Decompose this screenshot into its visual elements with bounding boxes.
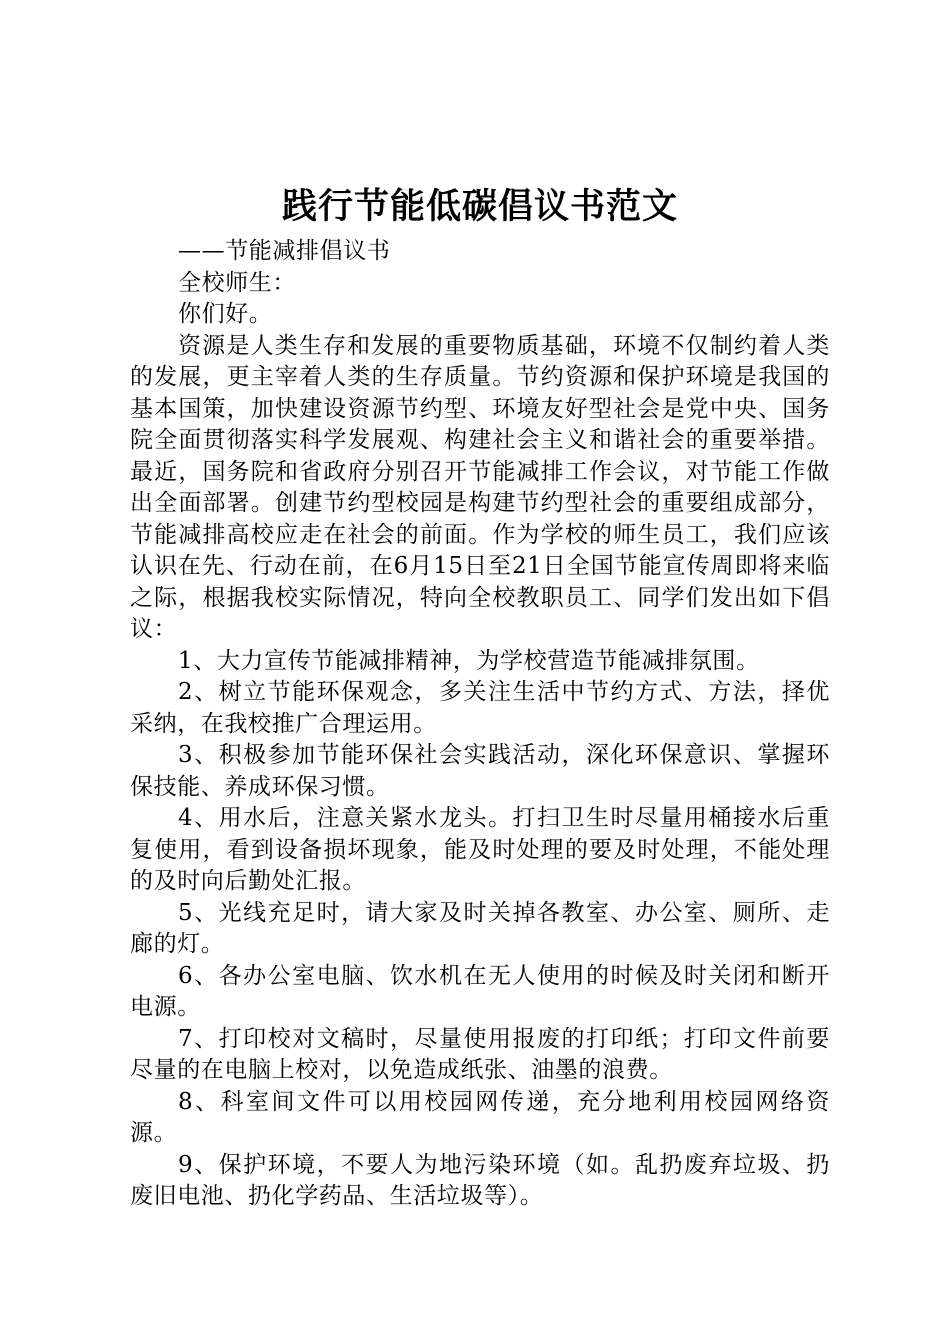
greeting: 你们好。	[178, 301, 273, 327]
intro-paragraph: 资源是人类生存和发展的重要物质基础，环境不仅制约着人类的发展，更主宰着人类的生存质量。节约资源和保护环境是我国的基本国策，加快建设资源节约型、环境友好型社会是党中央、国务院全面贯彻落实科学发展观、构建社会主义和谐社会的重要举措。最近，国务院和省政府分别召开节能减排工作会议，对节能工作做出全面部署。创建节约型校园是构建节约型社会的重要组成部分，节能减排高校应走在社会的前面。作为学校的师生员工，我们应该认识在先、行动在前，在6月15日至21日全国节能宣传周即将来临之际，根据我校实际情况，特向全校教职员工、同学们发出如下倡议：	[130, 332, 830, 642]
document-title: 践行节能低碳倡议书范文	[281, 187, 678, 227]
proposal-item-5: 5、光线充足时，请大家及时关掉各教室、办公室、厕所、走廊的灯。	[130, 899, 830, 957]
proposal-item-7: 7、打印校对文稿时，尽量使用报废的打印纸；打印文件前要尽量的在电脑上校对，以免造成纸张、油墨的浪费。	[130, 1025, 830, 1083]
proposal-item-9: 9、保护环境，不要人为地污染环境（如。乱扔废弃垃圾、扔废旧电池、扔化学药品、生活垃圾等）。	[130, 1151, 830, 1209]
document-subtitle: ——节能减排倡议书	[178, 238, 391, 264]
proposal-item-2: 2、树立节能环保观念，多关注生活中节约方式、方法，择优采纳，在我校推广合理运用。	[130, 679, 830, 737]
proposal-item-6: 6、各办公室电脑、饮水机在无人使用的时候及时关闭和断开电源。	[130, 962, 830, 1020]
proposal-item-8: 8、科室间文件可以用校园网传递，充分地利用校园网络资源。	[130, 1088, 830, 1146]
proposal-item-3: 3、积极参加节能环保社会实践活动，深化环保意识、掌握环保技能、养成环保习惯。	[130, 742, 830, 800]
proposal-item-1: 1、大力宣传节能减排精神，为学校营造节能减排氛围。	[178, 647, 760, 674]
proposal-item-4: 4、用水后，注意关紧水龙头。打扫卫生时尽量用桶接水后重复使用，看到设备损坏现象，能及时处理的要及时处理，不能处理的及时向后勤处汇报。	[130, 805, 830, 894]
document-page	[130, 178, 830, 1213]
salutation: 全校师生：	[178, 269, 296, 296]
